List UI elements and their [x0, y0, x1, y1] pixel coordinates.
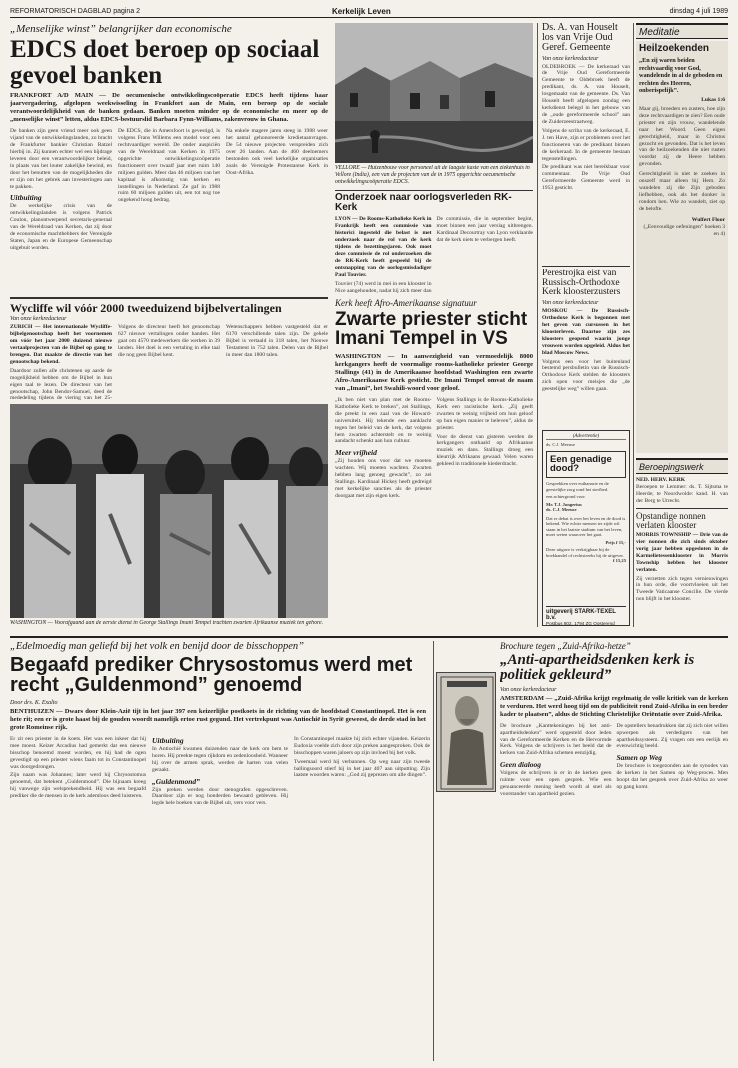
- rk-kerk-lead: LYON — De Rooms-Katholieke Kerk in Frankrijk heeft een commissie van historici ingesteld die belast is met onderzoek naar de rol van de kerk tijdens de bezettingsjaren. Ook moet deze commissie de rol onderzoeken die de RK-Kerk heeft gespeeld bij de ontsnapping van de oorlogsmisdadiger Paul Touvier.: [335, 216, 432, 278]
- ad-publisher-name: uitgeverij STARK-TEXEL b.v.: [546, 609, 616, 621]
- nonnen-body2: Zij verzetten zich tegen vernieuwingen in hun orde, die voortvloeien uit het Tweede Vaticaanse Concilie. De vierde non blijft in het klooster.: [636, 575, 728, 603]
- chrysostomus-portrait: [437, 673, 496, 792]
- imani-body: „Ik ben niet van plan met de Rooms-Katholieke Kerk te breken”, zei Stallings, die preekt in een zaal van de Howard-universiteit. Hij tekende een aanklacht tegen het beleid van de kerk, dat volgens hem zwarten achterstelt en te weinig aandacht schenkt aan hun cultuur.: [335, 396, 432, 445]
- perestrojka-headline: Perestrojka eist van Russisch-Orthodoxe Kerk kloosterzusters: [542, 269, 621, 298]
- zuid-afrika-subhead: Geen dialoog: [500, 760, 542, 770]
- beroepingswerk-body: Beroepen te Lemmer: ds. T. Sijtsma te Heerde; te Noordwolde: kand. H. van der Berg te Utrecht.: [636, 483, 728, 504]
- edcs-body: De banken zijn geen vriend meer ook geen vijand van de ontwikkelingslanden, zo bracht de Frankfurter bankier Christian Ratzel hierbij in. Zij kunnen echter wel een bijdrage leveren door een verantwoordelijker beleid, in plaats van het louter zakelijke bewind, en door het benutten van de mogelijkheden die er zijn om het gebrek aan investeringen aan te pakken.: [10, 128, 112, 190]
- divider: [10, 297, 328, 299]
- ad-line-4: ds. C.J. Meeuse: [546, 507, 577, 513]
- houselt-body2: Volgens de scriba van de kerkeraad, E. J. ten Have, zijn er problemen over het functioneren van de predikant binnen de kerkeraad. In de gemeente bestaan tegenstellingen.: [542, 127, 630, 162]
- edcs-kicker: „Menselijke winst” belangrijker dan economische: [10, 23, 232, 35]
- houselt-byline: Van onze kerkredacteur: [542, 55, 599, 62]
- vellore-houses-image: [335, 23, 533, 163]
- chrysostomus-body4: Tweemaal werd hij verbannen. Op weg naar zijn tweede ballingsoord stierf hij in het jaar 407 aan uitputting. Zijn laatste woorden waren: „God zij geprezen om alle dingen”.: [294, 758, 430, 779]
- houselt-body3: De predikant was niet bereikbaar voor commentaar. De Vrije Oud Gereformeerde Gemeente werd in 1953 gesticht.: [542, 164, 630, 192]
- zuid-afrika-sub2-body: De brochure is toegezonden aan de synodes van de kerken in het Samen op Weg-proces. Men hoopt dat het gesprek over Zuid-Afrika zo weer op gang komt.: [616, 763, 728, 791]
- zuid-afrika-article: [500, 641, 728, 1061]
- meditatie-signature: Wulfert Floor: [691, 216, 725, 223]
- edcs-body2: De EDCS, die in Amersfoort is gevestigd, is volgens Frans Willems een model voor een rechtvaardiger wereld. De onder auspiciën van de Wereldraad van Kerken in 1975 opgerichte ontwikkelingscoöperatie functioneert over twaalf jaar met ruim 140 miljoen gulden. Meer dan 46 miljoen van het kapitaal is afkomstig van kerken en instellingen in Nederland. Ze gaf in 1988 ruim 60 miljoen gulden uit, een tot nog toe ongekend hoog bedrag.: [118, 128, 220, 204]
- imani-body2: Volgens Stallings is de Rooms-Katholieke Kerk een racistische kerk. „Zij geeft zwarten te weinig vrijheid om hun geloof op hun eigen manier te beleven”, aldus de priester.: [436, 396, 533, 431]
- nonnen-body: MORRIS TOWNSHIP — Drie van de vier nonnen die zich sinds oktober vorig jaar hebben opgesloten in de Karmelietessenklooster in Morris Township hebben het klooster verlaten.: [636, 532, 728, 573]
- edcs-sub-body: De werkelijke crisis van de ontwikkelingslanden is volgens Patrick Coulon, planontwerpend secretaris-generaal van de Wereldraad van Kerken, dat zij door de economische machthebbers der Verenigde Staten, Japan en de Europese Gemeenschap uitgebuit worden.: [10, 203, 112, 251]
- zuid-afrika-sub-body: Volgens de schrijvers is er in de kerken geen ruimte voor een open gesprek. Wie een genuanceerde mening heeft wordt al snel als voorstander van apartheid gezien.: [500, 770, 612, 798]
- ad-author: ds. C.J. Meeuse: [546, 442, 575, 447]
- wycliffe-article: [10, 302, 328, 402]
- meditatie-signature-sub: („Eenvoudige oefeningen” boeken 3 en 4): [643, 223, 725, 237]
- column-rule: [633, 23, 634, 627]
- imani-kicker: Kerk heeft Afro-Amerikaanse signatuur: [335, 298, 477, 308]
- nonnen-headline: Opstandige nonnen verlaten klooster: [636, 510, 706, 530]
- beroepingswerk-church: NED. HERV. KERK: [636, 477, 686, 483]
- ad-price: Prijs f 15,-: [605, 539, 626, 545]
- divider: [636, 508, 728, 509]
- ad-line-2: een achtergrond voor: [546, 494, 585, 500]
- edcs-article: [10, 23, 328, 293]
- wycliffe-byline: Van onze kerkredacteur: [10, 316, 67, 323]
- wycliffe-body: Daardoor zullen alle christenen op aarde de mogelijkheid hebben om de Bijbel in hun eigen taal te lezen. De directeur van het genootschap, John Bendor-Samuel, deed de mededeling tijdens de viering van het 25-: [10, 367, 112, 402]
- washington-photo: [10, 404, 328, 618]
- rk-kerk-article: [335, 193, 533, 293]
- chrysostomus-kicker: „Edelmoedig man geliefd bij het volk en benijd door de bisschoppen”: [10, 641, 304, 652]
- column-rule: [433, 641, 434, 1061]
- edcs-body3: Na enkele magere jaren steeg in 1988 weer het aantal gehonoreerde kredietaanvragen. De 54 nieuwe projecten verspreiden zich over 26 landen. Aan de 460 deelnemers bestonden ook veel kerkelijke organisaties zoals de Verenigde Protestantse Kerk in Oost-Afrika.: [226, 128, 328, 176]
- zuid-afrika-body2: De opstellers benadrukken dat zij zich niet willen opwerpen als verdedigers van het apartheidssysteem. Zij vragen om een eerlijk en evenwichtig beeld.: [616, 722, 728, 750]
- perestrojka-body: MOSKOU — De Russisch-Orthodoxe Kerk is begonnen met het geven van cursussen in het kloosterleven. Daartoe zijn zes kloosters geopend waarin jonge vrouwen worden opgeleid. Aldus het blad Moscow News.: [542, 308, 630, 356]
- beroepingswerk-column: [636, 477, 728, 627]
- houselt-headline: Ds. A. van Houselt los van Vrije Oud Geref. Gemeente: [542, 23, 618, 54]
- zuid-afrika-lead: AMSTERDAM — „Zuid-Afrika krijgt regelmatig de volle kritiek van de kerken te verduren. Het werd hoog tijd om de publiciteit rond Zuid-Afrika in een breder kader te plaatsen”, aldus de Stichting Christelijke Oriëntatie over Zuid-Afrika.: [500, 694, 728, 718]
- ad-review: Dat er debat is over het leven en de dood is bekend. Wie echter mensen ter zijde wil staan in het laatste stadium van het leven, moet weten waarover het gaat.: [546, 515, 626, 538]
- vellore-photo: [335, 23, 533, 163]
- washington-crowd-image: [10, 404, 328, 618]
- rk-kerk-headline: Onderzoek naar oorlogsverleden RK-Kerk: [335, 193, 512, 214]
- wycliffe-headline: Wycliffe wil vóór 2000 tweeduizend bijbelvertalingen: [10, 302, 282, 315]
- chrysostomus-headline: Begaafd prediker Chrysostomus werd met recht „Guldenmond” genoemd: [10, 654, 413, 697]
- vellore-caption: VELLORE — Huizenbouw voor personeel uit de laagste kaste van een ziekenhuis in Vellore (India), een van de projecten van de in 1975 opgerichte oecumenische ontwikkelingscoöperatie EDCS.: [335, 165, 530, 185]
- column-rule: [537, 23, 538, 627]
- chrysostomus-subhead-2: „Guldenmond”: [152, 776, 200, 786]
- ad-line-3: Mr. T.J. Jongerius: [546, 501, 582, 507]
- meditatie-column: [636, 41, 728, 453]
- divider: [542, 266, 630, 267]
- zuid-afrika-body: De brochure „Kanttekeningen bij het anti-apartheidsdenken” werd opgesteld door leden van de Gereformeerde Kerken en de Hervormde Kerk. Volgens de schrijvers is het beeld dat de kerken van Zuid-Afrika schetsen eenzijdig.: [500, 722, 612, 757]
- imani-headline: Zwarte priester sticht Imani Tempel in VS: [335, 309, 528, 350]
- meditatie-title: Heilzoekenden: [639, 43, 710, 54]
- rk-kerk-body3: De commissie, die in september begint, moet binnen een jaar verslag uitbrengen. Kardinaal Decourtray van Lyon verklaarde dat de kerk niets te verbergen heeft.: [436, 216, 533, 244]
- wycliffe-body3: Wetenschappers hebben vastgesteld dat er 6170 verschillende talen zijn. De gehele Bijbel is vertaald in 318 talen, het Nieuwe Testament in 752 talen. Delen van de Bijbel in meer dan 1800 talen.: [226, 324, 328, 358]
- chrysostomus-sub2-body: Zijn preken werden door stenografen opgeschreven. Daardoor zijn er nog honderden bewaard gebleven. Hij legde hele boeken van de Bijbel uit, vers voor vers.: [152, 786, 288, 807]
- beroepingswerk-section: Beroepingswerk: [636, 458, 728, 474]
- perestrojka-body2: Volgens een voor het buitenland bestemd persbulletin van de Russisch-Orthodoxe Kerk stelden de kloosters zich open voor meisjes die „de geestelijke weg” willen gaan.: [542, 358, 630, 393]
- zuid-afrika-headline: „Anti-apartheidsdenken kerk is politiek gekleurd”: [500, 652, 695, 684]
- zuid-afrika-kicker: Brochure tegen „Zuid-Afrika-hetze”: [500, 641, 631, 651]
- chrysostomus-body3: In Constantinopel maakte hij zich echter vijanden. Keizerin Eudoxia voelde zich door zijn preken aangesproken. Ook de bisschoppen waren jaloers op zijn invloed bij het volk.: [294, 735, 430, 756]
- ad-tag: (Advertentie): [546, 434, 626, 440]
- book-advertisement: [542, 430, 630, 626]
- imani-subhead: Meer vrijheid: [335, 448, 377, 458]
- imani-lead: WASHINGTON — In aanwezigheid van vermoedelijk 8000 kerkgangers heeft de voormalige rooms-katholieke priester George Stallings (41) in de Amerikaanse hoofdstad Washington een zwarte Afro-Amerikaanse Kerk gesticht. De Imani Tempel omvat de naam van „Imani”, het Swahili-woord voor geloof.: [335, 352, 533, 392]
- ad-publisher: [546, 606, 626, 626]
- imani-body3: Voor de dienst van gisteren werden de kerkgangers onthaald op Afrikaanse muziek en dans. Stallings droeg een kleurrijk Afrikaans gewaad. Velen waren gekleed in traditionele klederdracht.: [436, 433, 533, 468]
- imani-sub-body: „Zij houden ons voor dat we moeten wachten. Wij moeten wachten. Zwarten hebben lang genoeg gewacht”, zo zei Stallings. Kardinaal Hickey heeft gedreigd met kerkelijke sancties als de priester doorgaat met zijn eigen kerk.: [335, 458, 432, 499]
- chrysostomus-subhead: Uitbuiting: [152, 735, 184, 745]
- chrysostomus-body: Er zit een priester in de koets. Het was een inkeer dat hij mee moest. Keizer Arcadius had gemerkt dat een nieuwe bisschop benoemd moest worden, en hij had de ogen gevestigd op een priester wiens faam tot in Constantinopel was doorgedrongen.: [10, 735, 146, 770]
- chrysostomus-lead: BENTHUIZEN — Dwars door Klein-Azië tijt in het jaar 397 een keizerlijke postkoets in de richting van de hoofdstad Constantinopel. Het is een hete rit; een er is grote haast bij de gouden woordt namelijk ertoe rust gegund. Het vertrekpunt was Antiochië in Syrië geweest, de derde stad in het grote Romeinse rijk.: [10, 707, 426, 731]
- perestrojka-article: [542, 269, 630, 425]
- ad-line-1: Gesprekken over euthanasie en de geestelijke zorg rond het sterfbed.: [546, 481, 609, 492]
- imani-article: [335, 298, 533, 628]
- masthead-date: dinsdag 4 juli 1989: [669, 8, 728, 15]
- ad-review-2: Deze uitgave is verkrijgbaar bij de boekhandel of rechtstreeks bij de uitgever.: [546, 547, 624, 558]
- divider: [10, 636, 728, 638]
- meditatie-body2: Gerechtigheid is niet te zoeken in onszelf maar alleen bij Hem. Zo wandelen zij die Zijn geboden liefhebben, ook als het donker is rondom hen. Wie zo wandelt, ziet op de belofte.: [639, 171, 725, 212]
- ad-title: Een genadige dood?: [546, 451, 626, 479]
- edcs-subhead: Uitbuiting: [10, 193, 42, 203]
- ad-price-2: f 15,25: [612, 558, 626, 564]
- rk-kerk-body2: Touvier (74) werd in mei in een klooster in Nice aangehouden, nadat hij zich meer dan: [335, 280, 432, 293]
- wycliffe-body2: Volgens de directeur heeft het genootschap 627 nieuwe vertalingen onder handen. Het gaat om 4570 medewerkers die werken in 39 landen. Het doel is een vertaling in elke taal die nog geen Bijbel kent.: [118, 324, 220, 358]
- wycliffe-lead: ZURICH — Het internationale Wycliffe-bijbelgenootschap heeft het voornemen om vóór het jaar 2000 duizend nieuwe vertaalprojecten van de Bijbel op gang te brengen. Dat maakte de directie van het genootschap bekend.: [10, 324, 112, 365]
- chrysostomus-article: [10, 641, 430, 1061]
- meditatie-ref: Lukas 1:6: [701, 97, 725, 103]
- ad-publisher-address: Postbus 802, 1794 ZG Oosterend: [546, 621, 615, 626]
- washington-caption: WASHINGTON — Voorafgaand aan de eerste dienst in George Stallings Imani Tempel trachten zwarten Afrikaanse muziek ten gehore.: [10, 620, 324, 626]
- meditatie-body: Maar gij, broeders en zusters, hoe zijn deze rechtvaardigen te zien? Een oude priester en zijn vrouw, wandelende naar het Woord. Geen eigen gerechtigheid, maar in Christus gezocht en gevonden. Dat is het leven van de heilzoekenden die niet rusten voordat zij de Heere hebben gevonden.: [639, 105, 725, 168]
- zuid-afrika-subhead-2: Samen op Weg: [616, 753, 663, 763]
- masthead-paper: REFORMATORISCH DAGBLAD pagina 2: [10, 8, 141, 15]
- zuid-afrika-byline: Van onze kerkredacteur: [500, 686, 557, 693]
- masthead-section: Kerkelijk Leven: [332, 7, 391, 16]
- chrysostomus-illustration: [436, 672, 496, 792]
- meditatie-quote: „En zij waren beiden rechtvaardig voor God, wandelende in al de geboden en rechten des Heeren, onberispelijk”.: [639, 57, 723, 95]
- masthead: [10, 6, 728, 18]
- edcs-lead: FRANKFORT A/D MAIN — De oecumenische ontwikkelingscoöperatie EDCS heeft tijdens haar jaarvergadering, afgelopen weekwisseling in Frankfort aan de Main, een beroep op de sociale verantwoordelijkheid van de banken gedaan. Banken moeten minder op de economische en meer op de „menselijke winst” letten, aldus EDCS-bestuurslid Barbara Fynn-Williams, zakenvrouw in Ghana.: [10, 92, 328, 124]
- chrysostomus-sub-body: In Antiochië kwamen duizenden naar de kerk om hem te horen. Hij preekte tegen rijkdom en zedenloosheid. Wanneer hij over de armen sprak, werden de harten van velen geraakt.: [152, 745, 288, 773]
- newspaper-page: [10, 6, 728, 1062]
- houselt-article: [542, 23, 630, 263]
- meditatie-section: Meditatie: [636, 23, 728, 39]
- edcs-headline: EDCS doet beroep op sociaal gevoel banken: [10, 36, 320, 89]
- perestrojka-byline: Van onze kerkredacteur: [542, 300, 599, 307]
- divider: [335, 190, 533, 191]
- chrysostomus-body2: Zijn naam was Johannes; later werd hij Chrysostomus genoemd, dat betekent „Guldenmond”. Die bijnaam kreeg hij vanwege zijn welsprekendheid. Hij was een begaafd prediker die de mensen in de kerk ademloos deed luisteren.: [10, 772, 146, 800]
- chrysostomus-byline: Door drs. K. Exalto: [10, 699, 58, 706]
- houselt-body: OLDEBROEK — De kerkeraad van de Vrije Oud Gereformeerde Gemeente te Oldebroek heeft de predikant, ds. A. van Houselt, losgemaakt van de gemeente. Ds. Van Houselt heeft afgelopen zondag een kerkdienst belegd in het gebouw van de „oude gereformeerde school” aan de Zuiderzeestraatweg.: [542, 63, 630, 125]
